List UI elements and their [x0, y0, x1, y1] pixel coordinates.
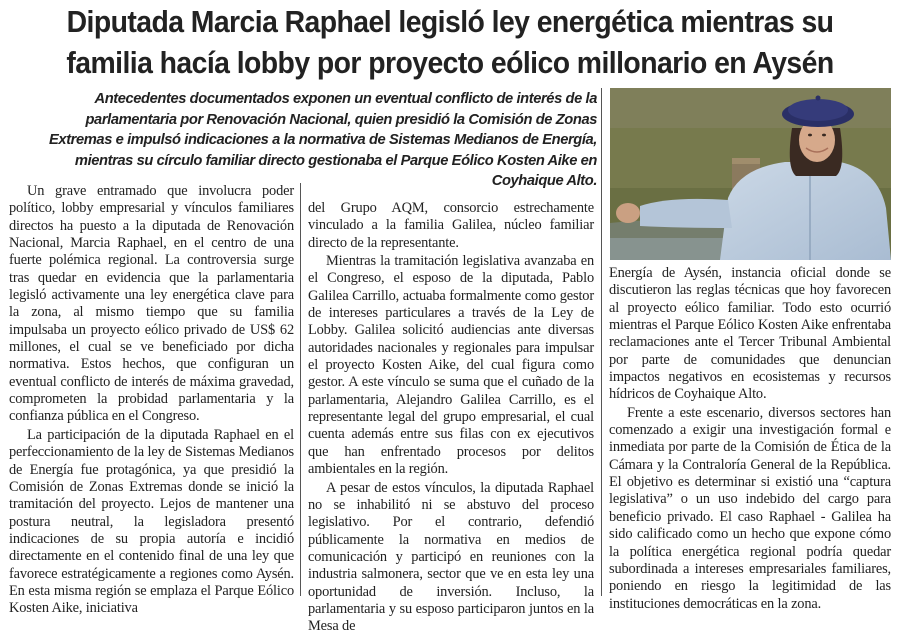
column-divider	[300, 183, 301, 596]
portrait-illustration	[610, 88, 891, 260]
lead-line: Antecedentes documentados exponen un eventual conflicto de interés de la	[94, 91, 597, 107]
body-paragraph: Energía de Aysén, instancia oficial donde se discutieron las reglas técnicas que hoy favorecen al proyecto eólico familiar. Todo esto ocurrió mientras el Parque Eólico Kosten Aike enfrentaba reclamaciones ante el Tercer Tribunal Ambiental por parte de comunidades que denuncian impactos negativos en ecosistemas y recursos hídricos de Coyhaique Alto.	[609, 265, 891, 403]
body-paragraph: Un grave entramado que involucra poder político, lobby empresarial y vínculos familiares directos ha puesto a la diputada de Renovación Nacional, Marcia Raphael, en el centro de una fuerte polémica regional. La controversia surge tras quedar en evidencia que la parlamentaria legisló activamente una ley energética clave para la zona, al mismo tiempo que su familia impulsaba un proyecto eólico privado de US$ 62 millones, el cual se ve beneficiado por dicha normativa. Estos hechos, que configuran un eventual conflicto de interés de máxima gravedad, comprometen la probidad parlamentaria y la confianza pública en el Congreso.	[9, 183, 294, 425]
headline-line-2: familia hacía lobby por proyecto eólico millonario en Aysén	[66, 46, 834, 80]
body-paragraph: A pesar de estos vínculos, la diputada Raphael no se inhabilitó ni se abstuvo del proceso legislativo. Por el contrario, defendió públicamente la normativa en medios de comunicación y participó en reuniones con la industria salmonera, sector que ve en esta ley una oportunidad de inversión. Incluso, la parlamentaria y su esposo participaron juntos en la Mesa de	[308, 479, 594, 635]
article-column-3	[609, 265, 891, 613]
lead-line: Extremas e impulsó indicaciones a la normativa de Sistemas Medianos de Energía,	[49, 132, 597, 149]
headline-line-1: Diputada Marcia Raphael legisló ley energética mientras su	[66, 5, 834, 39]
column-divider	[601, 88, 602, 596]
body-paragraph: del Grupo AQM, consorcio estrechamente vinculado a la familia Galilea, núcleo familiar directo de la representante.	[308, 200, 594, 251]
headline	[32, 2, 869, 84]
body-paragraph: Mientras la tramitación legislativa avanzaba en el Congreso, el esposo de la diputada, Pablo Galilea Carrillo, actuaba formalmente como gestor de intereses particulares a través de la Ley de Lobby. Galilea solicitó audiencias ante diversas autoridades nacionales y regionales para impulsar el proyecto Kosten Aike, del cual figura como gestor. A este vínculo se suma que el cuñado de la parlamentaria, Alejandro Galilea Carrillo, es el representante legal del grupo empresarial, el cual cuenta además entre sus filas con ex ejecutivos que han enfrentado procesos por delitos ambientales en la región.	[308, 253, 594, 478]
lead-line: mientras su círculo familiar directo gestionaba el Parque Eólico Kosten Aike en	[74, 152, 597, 169]
lead-line: Coyhaique Alto.	[491, 173, 597, 190]
article-column-2	[308, 200, 594, 636]
photo-woman-portrait	[610, 88, 891, 260]
lead-line: parlamentaria por Renovación Nacional, quien presidió la Comisión de Zonas	[85, 111, 597, 128]
body-paragraph: La participación de la diputada Raphael en el perfeccionamiento de la ley de Sistemas Medianos de Energía fue protagónica, ya que presidió la Comisión de Zonas Extremas donde se inició la tramitación del proyecto. Lejos de mantener una postura neutral, la legisladora presentó indicaciones de su propia autoría e incidió directamente en el contenido final de una ley que favorece estratégicamente a regiones como Aysén. En esta misma región se emplaza el Parque Eólico Kosten Aike, iniciativa	[9, 426, 294, 617]
article-column-1	[9, 183, 294, 618]
lead-paragraph	[14, 89, 597, 192]
body-paragraph: Frente a este escenario, diversos sectores han comenzado a exigir una investigación formal e inmediata por parte de la Comisión de Ética de la Cámara y la Contraloría General de la República. El objetivo es determinar si existió una “captura legislativa” o un uso indebido del cargo para beneficio privado. El caso Raphael - Galilea ha sido calificado como un hecho que expone cómo la política energética regional podría quedar subordinada a intereses empresariales familiares, poniendo en riesgo la legitimidad de las instituciones democráticas en la zona.	[609, 404, 891, 612]
